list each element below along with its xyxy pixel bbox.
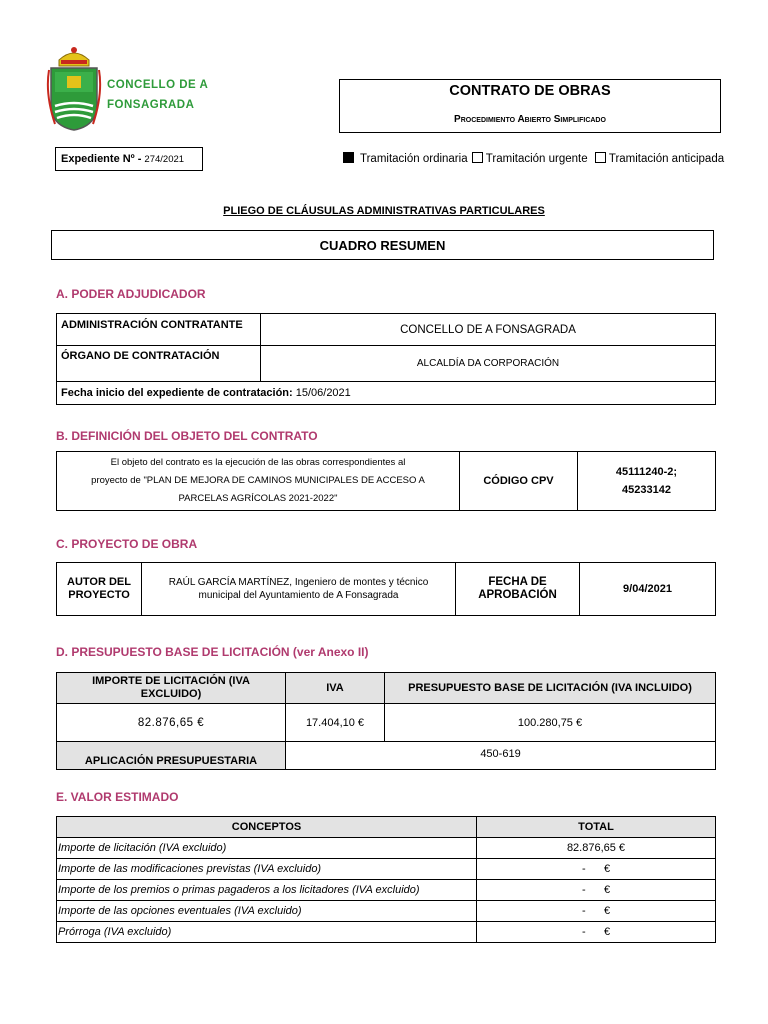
objeto-contrato-table	[56, 451, 716, 511]
label-anticipada: Tramitación anticipada	[608, 153, 725, 165]
cuadro-resumen-title: CUADRO RESUMEN	[319, 237, 446, 253]
total-cell: 82.876,65 €	[477, 838, 716, 859]
fecha-inicio-value: 15/06/2021	[295, 387, 351, 399]
presupuesto-table	[56, 672, 716, 770]
admin-value: CONCELLO DE A FONSAGRADA	[261, 314, 716, 346]
autor-line-1: RAÚL GARCÍA MARTÍNEZ, Ingeniero de montes y técnico	[168, 577, 429, 588]
autor-label-line-2: PROYECTO	[68, 589, 130, 601]
col-total-valor-header: TOTAL	[477, 817, 716, 838]
col-conceptos-header: CONCEPTOS	[57, 817, 477, 838]
contract-title: CONTRATO DE OBRAS	[449, 83, 611, 99]
label-urgente: Tramitación urgente	[485, 153, 588, 165]
section-d-title: D. PRESUPUESTO BASE DE LICITACIÓN (ver Anexo II)	[56, 645, 369, 659]
cpv-value	[578, 452, 716, 511]
poder-adjudicador-table	[56, 313, 716, 405]
table-row	[57, 901, 716, 922]
checkbox-ordinaria[interactable]	[343, 152, 354, 163]
proyecto-obra-table	[56, 562, 716, 616]
contract-title-box	[339, 79, 721, 133]
aplicacion-value: 450-619	[286, 742, 716, 770]
autor-line-2: municipal del Ayuntamiento de A Fonsagrada	[198, 590, 399, 601]
pliego-title: PLIEGO DE CLÁUSULAS ADMINISTRATIVAS PARTICULARES	[223, 205, 545, 217]
concepto-cell: Importe de los premios o primas pagaderos a los licitadores (IVA excluido)	[57, 880, 477, 901]
section-a-title: A. PODER ADJUDICADOR	[56, 287, 206, 301]
objeto-description	[57, 452, 460, 511]
fecha-label-line-1: FECHA DE	[488, 576, 547, 588]
table-row	[57, 880, 716, 901]
expediente-box	[55, 147, 203, 171]
concepto-cell: Importe de licitación (IVA excluido)	[57, 838, 477, 859]
valor-estimado-table	[56, 816, 716, 943]
autor-label-line-1: AUTOR DEL	[67, 576, 131, 588]
logo-line-2: FONSAGRADA	[107, 99, 195, 111]
cpv-line-1: 45111240-2;	[615, 466, 678, 478]
section-c-title: C. PROYECTO DE OBRA	[56, 537, 198, 551]
section-b-title: B. DEFINICIÓN DEL OBJETO DEL CONTRATO	[56, 429, 318, 443]
concepto-cell: Importe de las modificaciones previstas (IVA excluido)	[57, 859, 477, 880]
total-cell: - €	[477, 901, 716, 922]
col-importe-line-2: EXCLUIDO)	[140, 688, 202, 700]
cpv-label: CÓDIGO CPV	[460, 452, 578, 511]
fecha-inicio-label: Fecha inicio del expediente de contratación:	[61, 387, 293, 399]
col-iva-header: IVA	[286, 673, 385, 704]
logo-line-1: CONCELLO DE A	[107, 79, 209, 91]
fecha-aprobacion-value: 9/04/2021	[580, 563, 716, 616]
organo-value: ALCALDÍA DA CORPORACIÓN	[261, 346, 716, 382]
fecha-aprobacion-label	[456, 563, 580, 616]
expediente-label: Expediente Nº -	[61, 153, 142, 165]
checkbox-urgente[interactable]	[472, 152, 483, 163]
logo	[45, 44, 215, 134]
expediente-value: 274/2021	[144, 153, 185, 165]
total-value: 100.280,75 €	[385, 704, 716, 742]
fecha-label-line-2: APROBACIÓN	[478, 589, 557, 601]
concepto-cell: Importe de las opciones eventuales (IVA excluido)	[57, 901, 477, 922]
aplicacion-label: APLICACIÓN PRESUPUESTARIA	[57, 742, 286, 770]
cpv-line-2: 45233142	[622, 484, 671, 496]
checkbox-anticipada[interactable]	[595, 152, 606, 163]
table-row	[57, 859, 716, 880]
coat-of-arms-icon	[45, 44, 103, 132]
table-row	[57, 838, 716, 859]
autor-label	[57, 563, 142, 616]
total-cell: - €	[477, 922, 716, 943]
objeto-line-1: El objeto del contrato es la ejecución de las obras correspondientes al	[110, 457, 406, 468]
total-cell: - €	[477, 859, 716, 880]
section-e-title: E. VALOR ESTIMADO	[56, 790, 179, 804]
cuadro-resumen-box	[51, 230, 714, 260]
iva-value: 17.404,10 €	[286, 704, 385, 742]
procedure-subtitle: Procedimiento Abierto Simplificado	[454, 114, 606, 125]
concepto-cell: Prórroga (IVA excluido)	[57, 922, 477, 943]
total-cell: - €	[477, 880, 716, 901]
table-row	[57, 922, 716, 943]
objeto-line-3: PARCELAS AGRÍCOLAS 2021-2022"	[178, 493, 338, 504]
importe-value: 82.876,65 €	[57, 704, 286, 742]
tramitacion-options	[343, 152, 724, 165]
fecha-inicio-cell	[57, 382, 716, 405]
autor-value	[142, 563, 456, 616]
objeto-line-2: proyecto de "PLAN DE MEJORA DE CAMINOS MUNICIPALES DE ACCESO A	[91, 475, 425, 486]
label-ordinaria: Tramitación ordinaria	[360, 153, 468, 165]
col-importe-line-1: IMPORTE DE LICITACIÓN (IVA	[92, 675, 250, 687]
admin-label: ADMINISTRACIÓN CONTRATANTE	[57, 314, 261, 346]
organo-label: ÓRGANO DE CONTRATACIÓN	[57, 346, 261, 382]
col-importe-header	[57, 673, 286, 704]
col-total-header: PRESUPUESTO BASE DE LICITACIÓN (IVA INCLUIDO)	[385, 673, 716, 704]
